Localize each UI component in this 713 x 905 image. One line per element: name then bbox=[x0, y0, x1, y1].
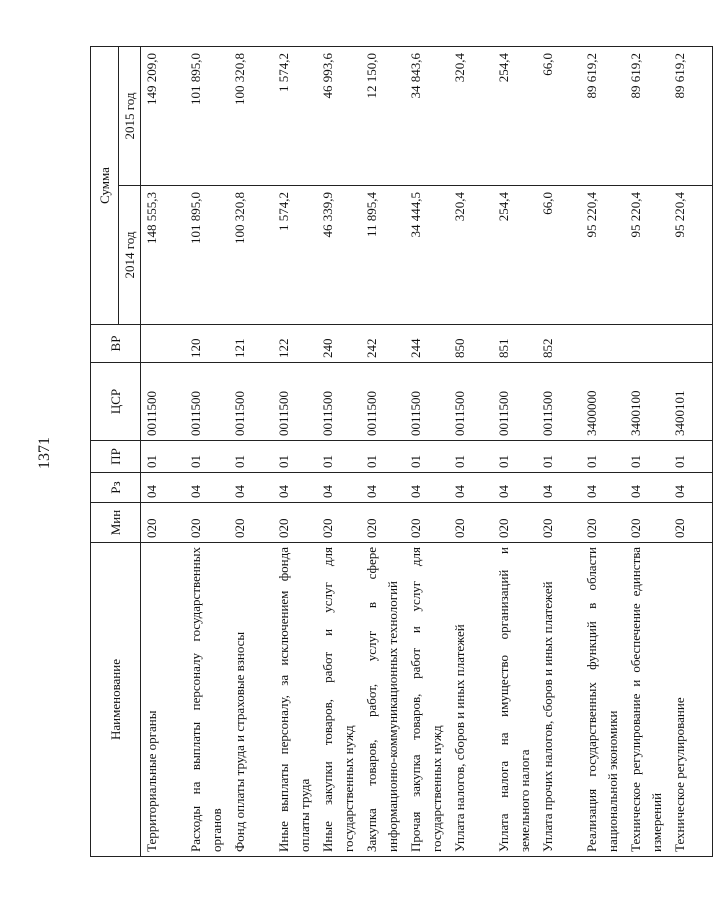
table-row bbox=[669, 47, 713, 857]
table-body bbox=[141, 47, 713, 857]
cell-name: Техническое регулирование bbox=[669, 543, 713, 857]
cell-name: Фонд оплаты труда и страховые взносы bbox=[229, 543, 273, 857]
cell-2015: 89 619,2 bbox=[625, 47, 669, 186]
cell-2015: 254,4 bbox=[493, 47, 537, 186]
cell-csr: 0011500 bbox=[317, 363, 361, 441]
cell-2015: 34 843,6 bbox=[405, 47, 449, 186]
cell-pr: 01 bbox=[449, 441, 493, 473]
cell-min: 020 bbox=[537, 503, 581, 543]
cell-min: 020 bbox=[361, 503, 405, 543]
cell-2014: 100 320,8 bbox=[229, 186, 273, 325]
cell-min: 020 bbox=[581, 503, 625, 543]
cell-min: 020 bbox=[317, 503, 361, 543]
cell-2014: 11 895,4 bbox=[361, 186, 405, 325]
cell-pr: 01 bbox=[361, 441, 405, 473]
cell-name: Расходы на выплаты персоналу государственных органов bbox=[185, 543, 229, 857]
cell-2015: 320,4 bbox=[449, 47, 493, 186]
cell-csr: 3400000 bbox=[581, 363, 625, 441]
cell-vr: 120 bbox=[185, 325, 229, 363]
cell-rz: 04 bbox=[669, 473, 713, 503]
cell-name: Уплата налога на имущество организаций и земельного налога bbox=[493, 543, 537, 857]
cell-csr: 0011500 bbox=[405, 363, 449, 441]
cell-vr bbox=[625, 325, 669, 363]
cell-2014: 95 220,4 bbox=[581, 186, 625, 325]
cell-min: 020 bbox=[229, 503, 273, 543]
header-name: Наименование bbox=[91, 543, 141, 857]
cell-name: Территориальные органы bbox=[141, 543, 185, 857]
cell-2014: 95 220,4 bbox=[669, 186, 713, 325]
cell-pr: 01 bbox=[141, 441, 185, 473]
rotated-budget-table-wrapper bbox=[90, 47, 687, 857]
cell-csr: 0011500 bbox=[537, 363, 581, 441]
table-row bbox=[537, 47, 581, 857]
cell-rz: 04 bbox=[493, 473, 537, 503]
cell-rz: 04 bbox=[229, 473, 273, 503]
table-row bbox=[317, 47, 361, 857]
cell-rz: 04 bbox=[141, 473, 185, 503]
cell-vr: 851 bbox=[493, 325, 537, 363]
cell-rz: 04 bbox=[537, 473, 581, 503]
cell-name: Реализация государственных функций в области национальной экономики bbox=[581, 543, 625, 857]
cell-pr: 01 bbox=[229, 441, 273, 473]
cell-name: Иные закупки товаров, работ и услуг для государственных нужд bbox=[317, 543, 361, 857]
cell-csr: 0011500 bbox=[449, 363, 493, 441]
cell-csr: 3400100 bbox=[625, 363, 669, 441]
cell-2014: 254,4 bbox=[493, 186, 537, 325]
cell-name: Уплата налогов, сборов и иных платежей bbox=[449, 543, 493, 857]
cell-vr: 852 bbox=[537, 325, 581, 363]
cell-2015: 89 619,2 bbox=[581, 47, 625, 186]
header-vr: ВР bbox=[91, 325, 141, 363]
cell-min: 020 bbox=[273, 503, 317, 543]
cell-csr: 3400101 bbox=[669, 363, 713, 441]
cell-rz: 04 bbox=[185, 473, 229, 503]
cell-2014: 66,0 bbox=[537, 186, 581, 325]
cell-vr: 850 bbox=[449, 325, 493, 363]
cell-csr: 0011500 bbox=[273, 363, 317, 441]
cell-csr: 0011500 bbox=[493, 363, 537, 441]
header-csr: ЦСР bbox=[91, 363, 141, 441]
cell-rz: 04 bbox=[361, 473, 405, 503]
cell-pr: 01 bbox=[537, 441, 581, 473]
cell-2015: 66,0 bbox=[537, 47, 581, 186]
cell-2015: 149 209,0 bbox=[141, 47, 185, 186]
header-rz: Рз bbox=[91, 473, 141, 503]
cell-2015: 46 993,6 bbox=[317, 47, 361, 186]
cell-2014: 34 444,5 bbox=[405, 186, 449, 325]
cell-2015: 1 574,2 bbox=[273, 47, 317, 186]
cell-2014: 148 555,3 bbox=[141, 186, 185, 325]
cell-2015: 101 895,0 bbox=[185, 47, 229, 186]
table-row bbox=[361, 47, 405, 857]
cell-min: 020 bbox=[185, 503, 229, 543]
table-row bbox=[273, 47, 317, 857]
cell-2014: 46 339,9 bbox=[317, 186, 361, 325]
cell-min: 020 bbox=[405, 503, 449, 543]
page-number: 1371 bbox=[36, 437, 53, 469]
cell-name: Уплата прочих налогов, сборов и иных платежей bbox=[537, 543, 581, 857]
cell-csr: 0011500 bbox=[141, 363, 185, 441]
header-pr: ПР bbox=[91, 441, 141, 473]
header-year-2015: 2015 год bbox=[119, 47, 141, 186]
cell-rz: 04 bbox=[273, 473, 317, 503]
cell-name: Техническое регулирование и обеспечение единства измерений bbox=[625, 543, 669, 857]
cell-name: Иные выплаты персоналу, за исключением фонда оплаты труда bbox=[273, 543, 317, 857]
cell-min: 020 bbox=[493, 503, 537, 543]
table-row bbox=[141, 47, 185, 857]
cell-vr bbox=[141, 325, 185, 363]
cell-pr: 01 bbox=[405, 441, 449, 473]
cell-csr: 0011500 bbox=[361, 363, 405, 441]
header-year-2014: 2014 год bbox=[119, 186, 141, 325]
cell-2014: 1 574,2 bbox=[273, 186, 317, 325]
table-row bbox=[581, 47, 625, 857]
cell-pr: 01 bbox=[317, 441, 361, 473]
cell-pr: 01 bbox=[625, 441, 669, 473]
cell-vr: 122 bbox=[273, 325, 317, 363]
cell-name: Прочая закупка товаров, работ и услуг для государственных нужд bbox=[405, 543, 449, 857]
cell-2014: 320,4 bbox=[449, 186, 493, 325]
cell-vr bbox=[581, 325, 625, 363]
cell-vr bbox=[669, 325, 713, 363]
cell-rz: 04 bbox=[405, 473, 449, 503]
cell-min: 020 bbox=[625, 503, 669, 543]
cell-pr: 01 bbox=[185, 441, 229, 473]
cell-2015: 89 619,2 bbox=[669, 47, 713, 186]
cell-min: 020 bbox=[449, 503, 493, 543]
cell-csr: 0011500 bbox=[229, 363, 273, 441]
cell-vr: 240 bbox=[317, 325, 361, 363]
cell-name: Закупка товаров, работ, услуг в сфере информационно-коммуникационных технологий bbox=[361, 543, 405, 857]
cell-rz: 04 bbox=[625, 473, 669, 503]
budget-table bbox=[90, 46, 713, 857]
cell-2014: 101 895,0 bbox=[185, 186, 229, 325]
table-row bbox=[449, 47, 493, 857]
cell-pr: 01 bbox=[581, 441, 625, 473]
cell-csr: 0011500 bbox=[185, 363, 229, 441]
cell-pr: 01 bbox=[669, 441, 713, 473]
cell-vr: 242 bbox=[361, 325, 405, 363]
cell-min: 020 bbox=[669, 503, 713, 543]
cell-pr: 01 bbox=[273, 441, 317, 473]
table-row bbox=[229, 47, 273, 857]
cell-pr: 01 bbox=[493, 441, 537, 473]
cell-vr: 244 bbox=[405, 325, 449, 363]
cell-rz: 04 bbox=[449, 473, 493, 503]
table-row bbox=[493, 47, 537, 857]
header-sum: Сумма bbox=[91, 47, 119, 325]
cell-vr: 121 bbox=[229, 325, 273, 363]
table-row bbox=[185, 47, 229, 857]
cell-rz: 04 bbox=[581, 473, 625, 503]
cell-2014: 95 220,4 bbox=[625, 186, 669, 325]
cell-2015: 100 320,8 bbox=[229, 47, 273, 186]
cell-min: 020 bbox=[141, 503, 185, 543]
table-row bbox=[405, 47, 449, 857]
cell-rz: 04 bbox=[317, 473, 361, 503]
header-min: Мин bbox=[91, 503, 141, 543]
cell-2015: 12 150,0 bbox=[361, 47, 405, 186]
table-row bbox=[625, 47, 669, 857]
